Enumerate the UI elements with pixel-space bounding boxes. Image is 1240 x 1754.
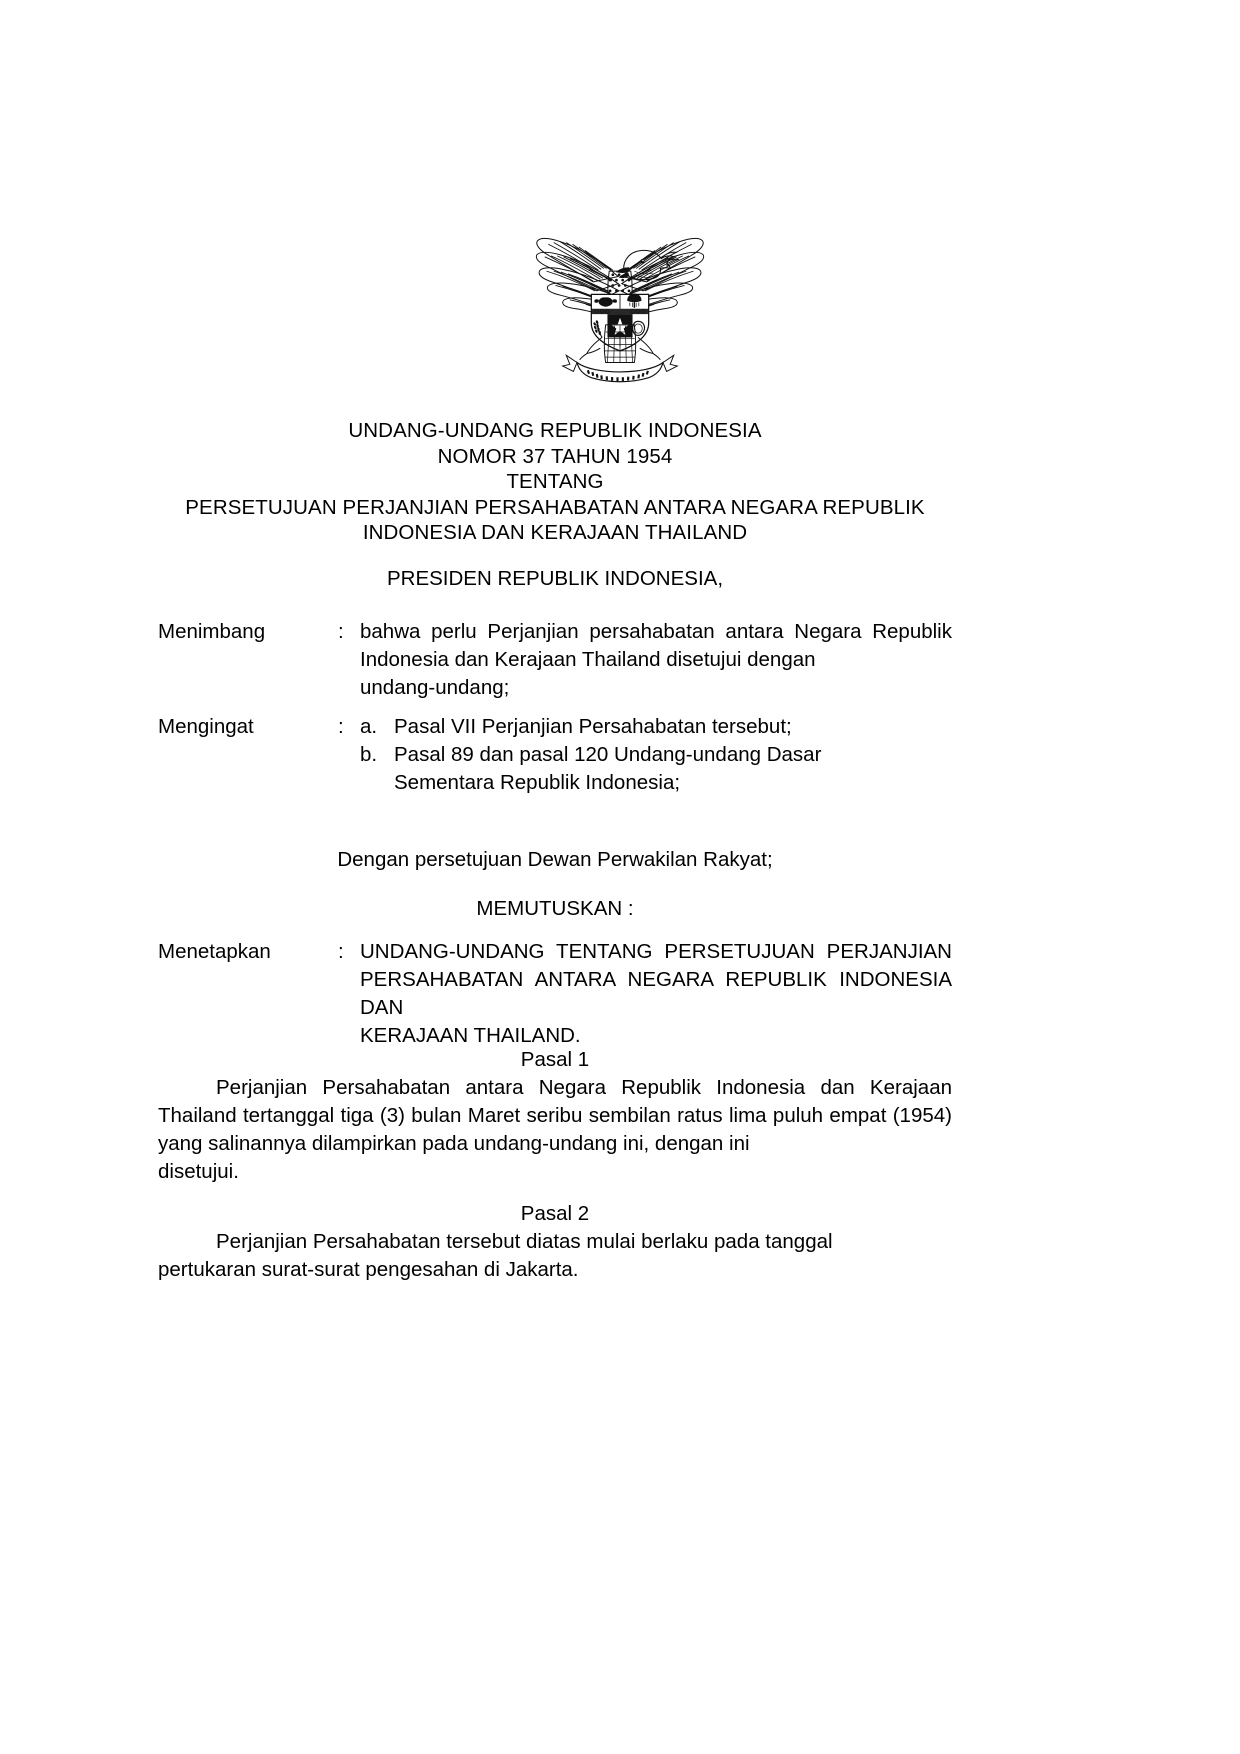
title-line-5: INDONESIA DAN KERAJAAN THAILAND (362, 521, 748, 544)
list-item (360, 741, 952, 797)
garuda-pancasila-emblem (530, 212, 710, 384)
clause-menimbang-colon: : (338, 620, 344, 643)
title-line-1: UNDANG-UNDANG REPUBLIK INDONESIA (348, 419, 762, 442)
clause-mengingat (158, 713, 952, 797)
clause-menetapkan-text-tail: KERAJAAN THAILAND. (360, 1024, 581, 1047)
clause-menimbang-label: Menimbang (158, 620, 266, 643)
article-body-2: Perjanjian Persahabatan tersebut diatas mulai berlaku pada tanggal (216, 1230, 833, 1253)
clause-mengingat-body (360, 713, 952, 797)
article-heading-1: Pasal 1 (520, 1048, 590, 1071)
title-line-4: PERSETUJUAN PERJANJIAN PERSAHABATAN ANTARA NEGARA REPUBLIK (185, 495, 925, 519)
clause-menimbang (158, 618, 952, 702)
clause-menetapkan-label: Menetapkan (158, 940, 271, 963)
list-item-text-a (394, 713, 952, 741)
document-title-block (158, 418, 952, 546)
emblem-container (0, 212, 1240, 384)
article-body-1-tail: disetujui. (158, 1160, 239, 1183)
title-line-3: TENTANG (506, 470, 604, 493)
article-body-1: Perjanjian Persahabatan antara Negara Republik Indonesia dan Kerajaan Thailand tertanggal tiga (3) bulan Maret seribu sembilan ratus lima puluh empat (1954) yang salinannya dilampirkan pada undang-undang ini, dengan ini (158, 1076, 952, 1155)
article-pasal-1 (158, 1046, 952, 1186)
clause-menetapkan-text: UNDANG-UNDANG TENTANG PERSETUJUAN PERJANJIAN PERSAHABATAN ANTARA NEGARA REPUBLIK INDONESIA DAN (360, 940, 952, 1019)
clause-mengingat-colon: : (338, 715, 344, 738)
clause-menimbang-text-tail: undang-undang; (360, 676, 510, 699)
decision-line: MEMUTUSKAN : (476, 897, 634, 920)
title-line-2: NOMOR 37 TAHUN 1954 (437, 444, 673, 468)
article-pasal-2 (158, 1200, 952, 1284)
clause-menetapkan (158, 938, 952, 1050)
list-item-text-a-line1: Pasal VII Perjanjian Persahabatan tersebut; (394, 715, 792, 738)
clause-menimbang-body (360, 618, 952, 702)
list-item-text-b-line2: Sementara Republik Indonesia; (394, 771, 681, 794)
clause-menetapkan-colon: : (338, 940, 344, 963)
list-item-marker-a: a. (360, 715, 378, 738)
issuer-line: PRESIDEN REPUBLIK INDONESIA, (386, 567, 724, 590)
clause-menetapkan-body (360, 938, 952, 1050)
article-body-2-tail: pertukaran surat-surat pengesahan di Jakarta. (158, 1258, 579, 1281)
list-item-marker-b: b. (360, 743, 378, 766)
article-heading-2: Pasal 2 (520, 1202, 590, 1225)
clause-mengingat-label: Mengingat (158, 715, 254, 738)
approval-line: Dengan persetujuan Dewan Perwakilan Rakyat; (337, 848, 773, 871)
list-item-text-b (394, 741, 952, 797)
clause-menimbang-text: bahwa perlu Perjanjian persahabatan antara Negara Republik Indonesia dan Kerajaan Thailand disetujui dengan (360, 620, 952, 671)
list-item-text-b-line1: Pasal 89 dan pasal 120 Undang-undang Dasar (394, 743, 822, 766)
list-item (360, 713, 952, 741)
